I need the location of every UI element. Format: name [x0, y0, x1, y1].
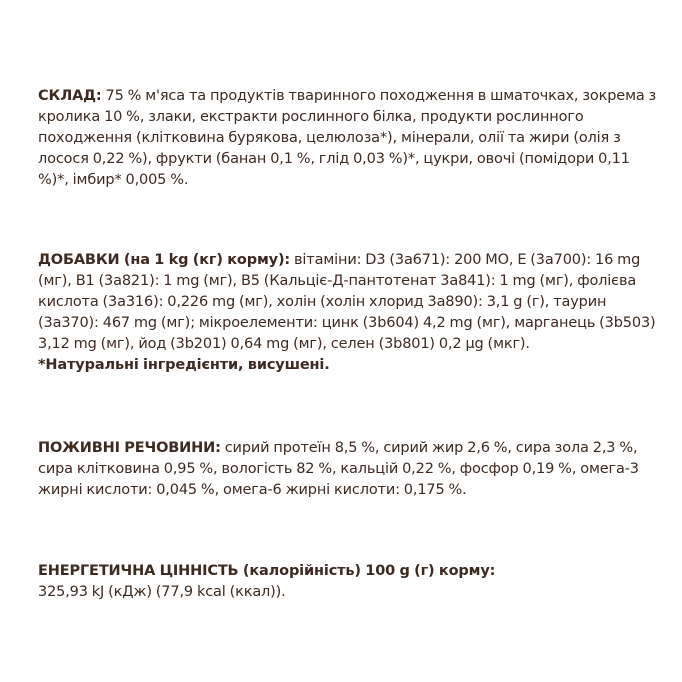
- nutrients-section: [38, 438, 658, 501]
- additives-section: [38, 250, 658, 376]
- natural-ingredients-note: *Натуральні інгредієнти, висушені.: [38, 357, 330, 373]
- additives-text: вітаміни: D3 (3a671): 200 МО, Е (3a700): 16 mg (мг), B1 (3a821): 1 mg (мг), B5 (Кальціє-Д-пантотенат 3a841): 1 mg (мг), фолієва кислота (3a316): 0,226 mg (мг), холін (холін хлорид 3a890): 3,1 g (г), таурин (3a370): 467 mg (мг); мікроелементи: цинк (3b604) 4,2 mg (мг), марганець (3b503) 3,12 mg (мг), йод (3b201) 0,64 mg (мг), селен (3b801) 0,2 µg (мкг).: [38, 252, 656, 352]
- nutrients-heading: ПОЖИВНІ РЕЧОВИНИ:: [38, 440, 221, 456]
- composition-heading: СКЛАД:: [38, 88, 102, 104]
- energy-section: [38, 561, 658, 603]
- composition-section: [38, 86, 658, 191]
- nutrients-text: сирий протеїн 8,5 %, сирий жир 2,6 %, сира зола 2,3 %, сира клітковина 0,95 %, вологість 82 %, кальцій 0,22 %, фосфор 0,19 %, омега-3 жирні кислоти: 0,045 %, омега-6 жирні кислоти: 0,175 %.: [38, 440, 639, 498]
- energy-text: 325,93 kJ (кДж) (77,9 kcal (ккал)).: [38, 584, 286, 600]
- energy-heading: ЕНЕРГЕТИЧНА ЦІННІСТЬ (калорійність) 100 g (г) корму:: [38, 563, 496, 579]
- composition-text: 75 % м'яса та продуктів тваринного походження в шматочках, зокрема з кролика 10 %, злаки, екстракти рослинного білка, продукти рослинного походження (клітковина бурякова, целюлоза*), мінерали, олії та жири (олія з лосося 0,22 %), фрукти (банан 0,1 %, глід 0,03 %)*, цукри, овочі (помідори 0,11 %)*, імбир* 0,005 %.: [38, 88, 657, 188]
- additives-heading: ДОБАВКИ (на 1 kg (кг) корму):: [38, 252, 291, 268]
